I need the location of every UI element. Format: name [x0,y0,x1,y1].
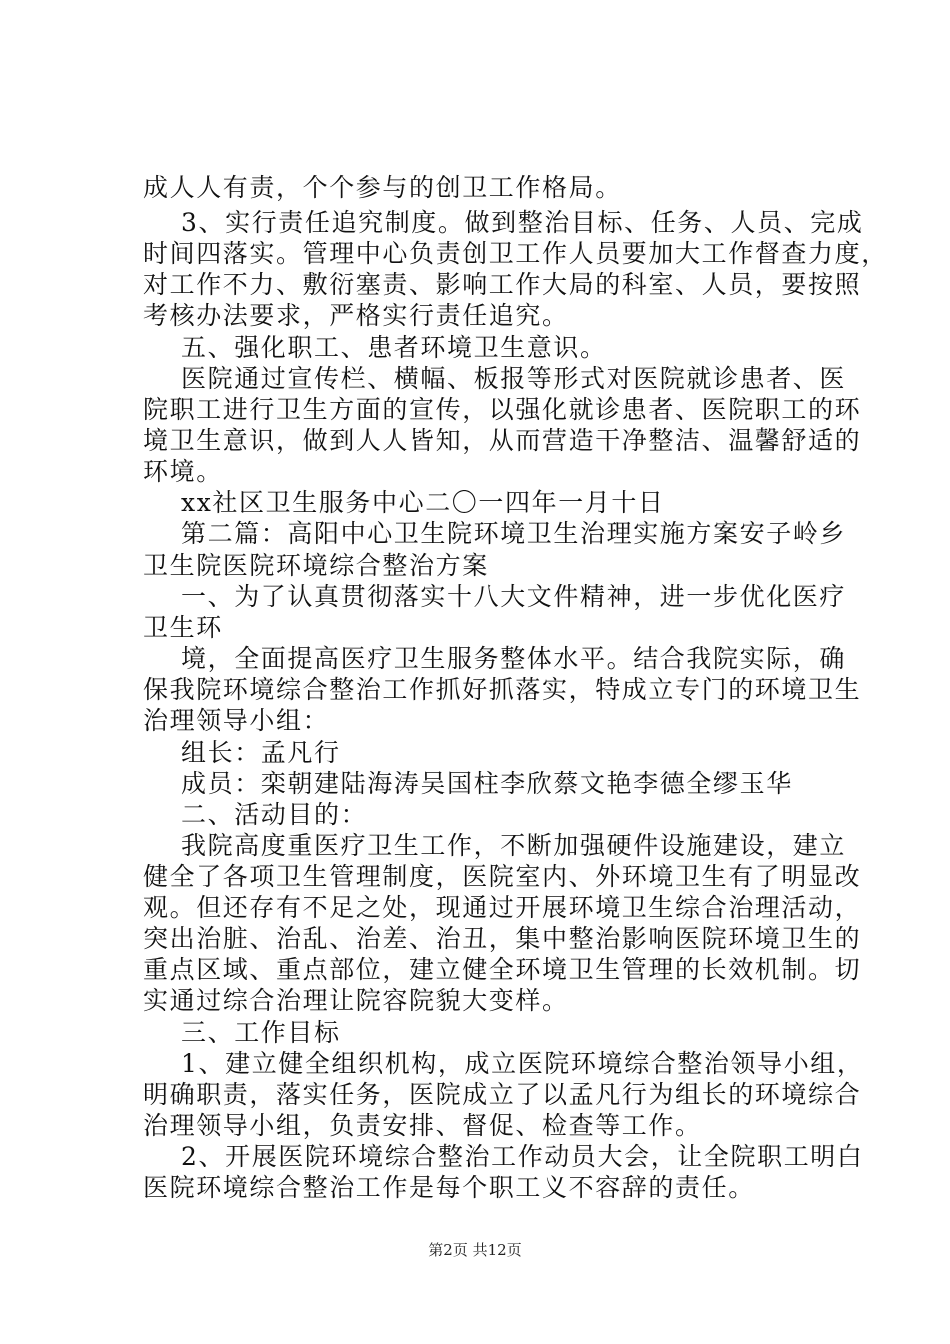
text-line: 观。但还存有不足之处，现通过开展环境卫生综合治理活动， [143,893,862,922]
text-line: 医院通过宣传栏、横幅、板报等形式对医院就诊患者、医 [181,364,847,393]
text-line: 治理领导小组，负责安排、督促、检查等工作。 [143,1111,702,1140]
section-heading: 一、为了认真贯彻落实十八大文件精神，进一步优化医疗 [181,582,847,611]
text-line: 成员：栾朝建陆海涛吴国柱李欣蔡文艳李德全缪玉华 [181,769,793,798]
text-line: 组长：孟凡行 [181,738,341,767]
text-line: 治理领导小组： [143,706,330,735]
section-heading: 五、强化职工、患者环境卫生意识。 [181,333,607,362]
date-line: xx社区卫生服务中心二〇一四年一月十日 [181,488,665,517]
chapter-title: 卫生院医院环境综合整治方案 [143,551,489,580]
text-line: 考核办法要求，严格实行责任追究。 [143,301,569,330]
text-line: 环境。 [143,457,223,486]
text-line: 境卫生意识，做到人人皆知，从而营造干净整洁、温馨舒适的 [143,426,862,455]
text-line: 1、建立健全组织机构，成立医院环境综合整治领导小组， [181,1049,864,1078]
page-number-footer: 第2页 共12页 [428,1241,522,1259]
text-line: 2、开展医院环境综合整治工作动员大会，让全院职工明白 [181,1142,864,1171]
text-line: 健全了各项卫生管理制度，医院室内、外环境卫生有了明显改 [143,862,862,891]
section-heading: 三、工作目标 [181,1018,341,1047]
text-line: 突出治脏、治乱、治差、治丑，集中整治影响医院环境卫生的 [143,924,862,953]
chapter-title: 第二篇：高阳中心卫生院环境卫生治理实施方案安子岭乡 [181,519,847,548]
text-line: 实通过综合治理让院容院貌大变样。 [143,986,569,1015]
section-heading: 二、活动目的： [181,800,368,829]
text-line: 3、实行责任追究制度。做到整治目标、任务、人员、完成 [181,208,864,237]
text-line: 我院高度重医疗卫生工作，不断加强硬件设施建设，建立 [181,831,847,860]
text-line: 对工作不力、敷衍塞责、影响工作大局的科室、人员，要按照 [143,270,862,299]
text-line: 明确职责，落实任务，医院成立了以孟凡行为组长的环境综合 [143,1080,862,1109]
text-line: 院职工进行卫生方面的宣传，以强化就诊患者、医院职工的环 [143,395,862,424]
text-line: 境，全面提高医疗卫生服务整体水平。结合我院实际，确 [181,644,847,673]
text-line: 重点区域、重点部位，建立健全环境卫生管理的长效机制。切 [143,955,862,984]
text-line: 医院环境综合整治工作是每个职工义不容辞的责任。 [143,1173,755,1202]
text-line: 时间四落实。管理中心负责创卫工作人员要加大工作督查力度， [143,239,888,268]
text-line: 保我院环境综合整治工作抓好抓落实，特成立专门的环境卫生 [143,675,862,704]
text-line: 成人人有责，个个参与的创卫工作格局。 [143,173,622,202]
text-line: 卫生环 [143,613,223,642]
